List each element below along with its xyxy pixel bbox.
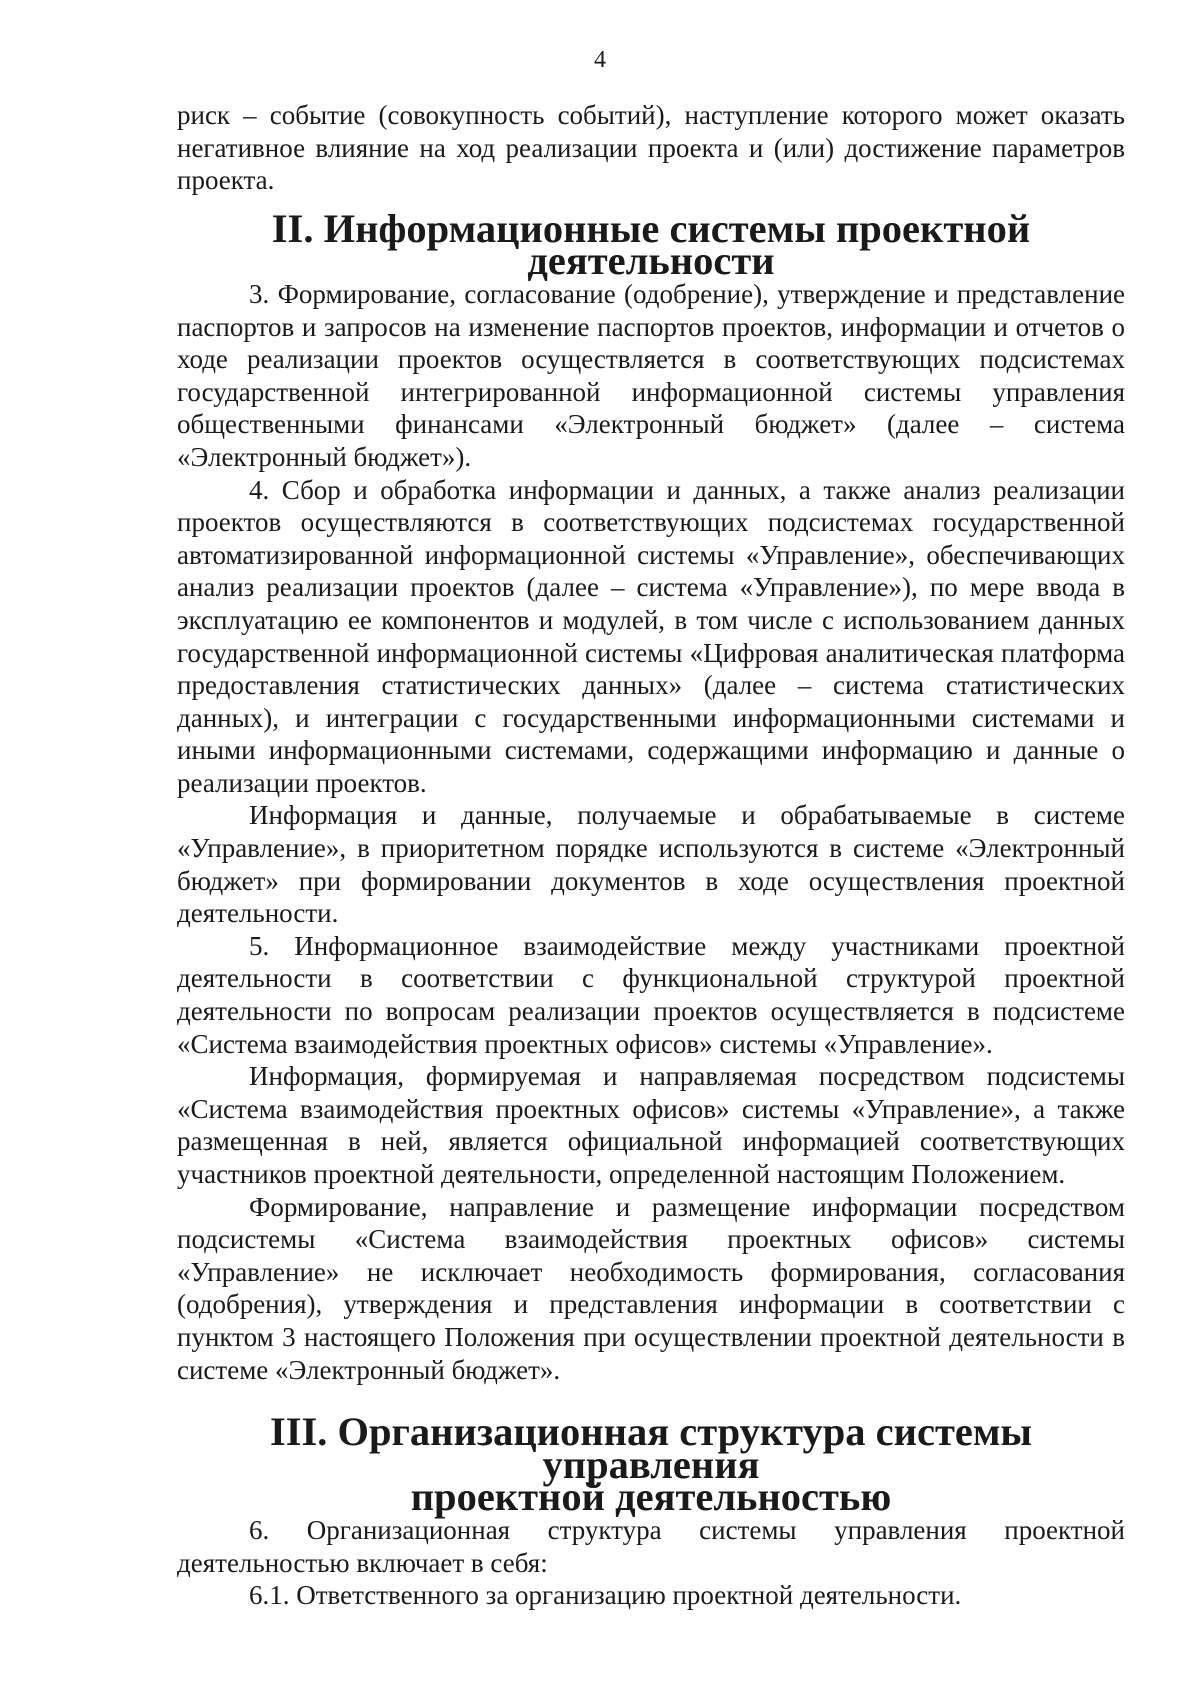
section-3-heading-line-2: проектной деятельностью — [410, 1474, 892, 1520]
paragraph-5: 5. Информационное взаимодействие между участниками проектной деятельности в соответствии с функциональной структурой проектной деятельности по вопросам реализации проектов осуществляется в подсистеме «Система взаимодействия проектных офисов» системы «Управление». — [177, 930, 1125, 1059]
paragraph-5-forming: Формирование, направление и размещение информации посредством подсистемы «Система взаимодействия проектных офисов» системы «Управление» не исключает необходимость формирования, согласования (одобрения), утверждения и представления информации в соответствии с пунктом 3 настоящего Положения при осуществлении проектной деятельности в системе «Электронный бюджет». — [177, 1191, 1125, 1385]
paragraph-6-1: 6.1. Ответственного за организацию проектной деятельности. — [249, 1580, 962, 1611]
page-number: 4 — [594, 47, 606, 73]
paragraph-6: 6. Организационная структура системы управления проектной деятельностью включает в себя: — [177, 1514, 1125, 1578]
paragraph-3: 3. Формирование, согласование (одобрение), утверждение и представление паспортов и запросов на изменение паспортов проектов, информации и отчетов о ходе реализации проектов осуществляется в соответствующих подсистемах государственной интегрированной информационной системы управления общественными финансами «Электронный бюджет» (далее – система «Электронный бюджет»). — [177, 278, 1125, 472]
section-2-heading — [177, 205, 1125, 284]
section-2-heading-text: II. Информационные системы проектной деятельности — [271, 205, 1031, 284]
paragraph-5-information: Информация, формируемая и направляемая посредством подсистемы «Система взаимодействия проектных офисов» системы «Управление», а также размещенная в ней, является официальной информацией соответствующих участников проектной деятельности, определенной настоящим Положением. — [177, 1061, 1125, 1189]
section-3-heading — [177, 1409, 1125, 1520]
document-body — [177, 99, 1125, 1612]
risk-definition-paragraph: риск – событие (совокупность событий), наступление которого может оказать негативное влияние на ход реализации проекта и (или) достижение параметров проекта. — [177, 100, 1125, 196]
paragraph-4-information: Информация и данные, получаемые и обрабатываемые в системе «Управление», в приоритетном порядке используются в системе «Электронный бюджет» при формировании документов в ходе осуществления проектной деятельности. — [177, 800, 1125, 929]
section-3-heading-line-1: III. Организационная структура системы управления — [269, 1409, 1033, 1487]
paragraph-4: 4. Сбор и обработка информации и данных, а также анализ реализации проектов осуществляются в соответствующих подсистемах государственной автоматизированной информационной системы «Управление», обеспечивающих анализ реализации проектов (далее – система «Управление»), по мере ввода в эксплуатацию ее компонентов и модулей, в том числе с использованием данных государственной информационной системы «Цифровая аналитическая платформа предоставления статистических данных» (далее – система статистических данных), и интеграции с государственными информационными системами и иными информационными системами, содержащими информацию и данные о реализации проектов. — [177, 474, 1125, 798]
